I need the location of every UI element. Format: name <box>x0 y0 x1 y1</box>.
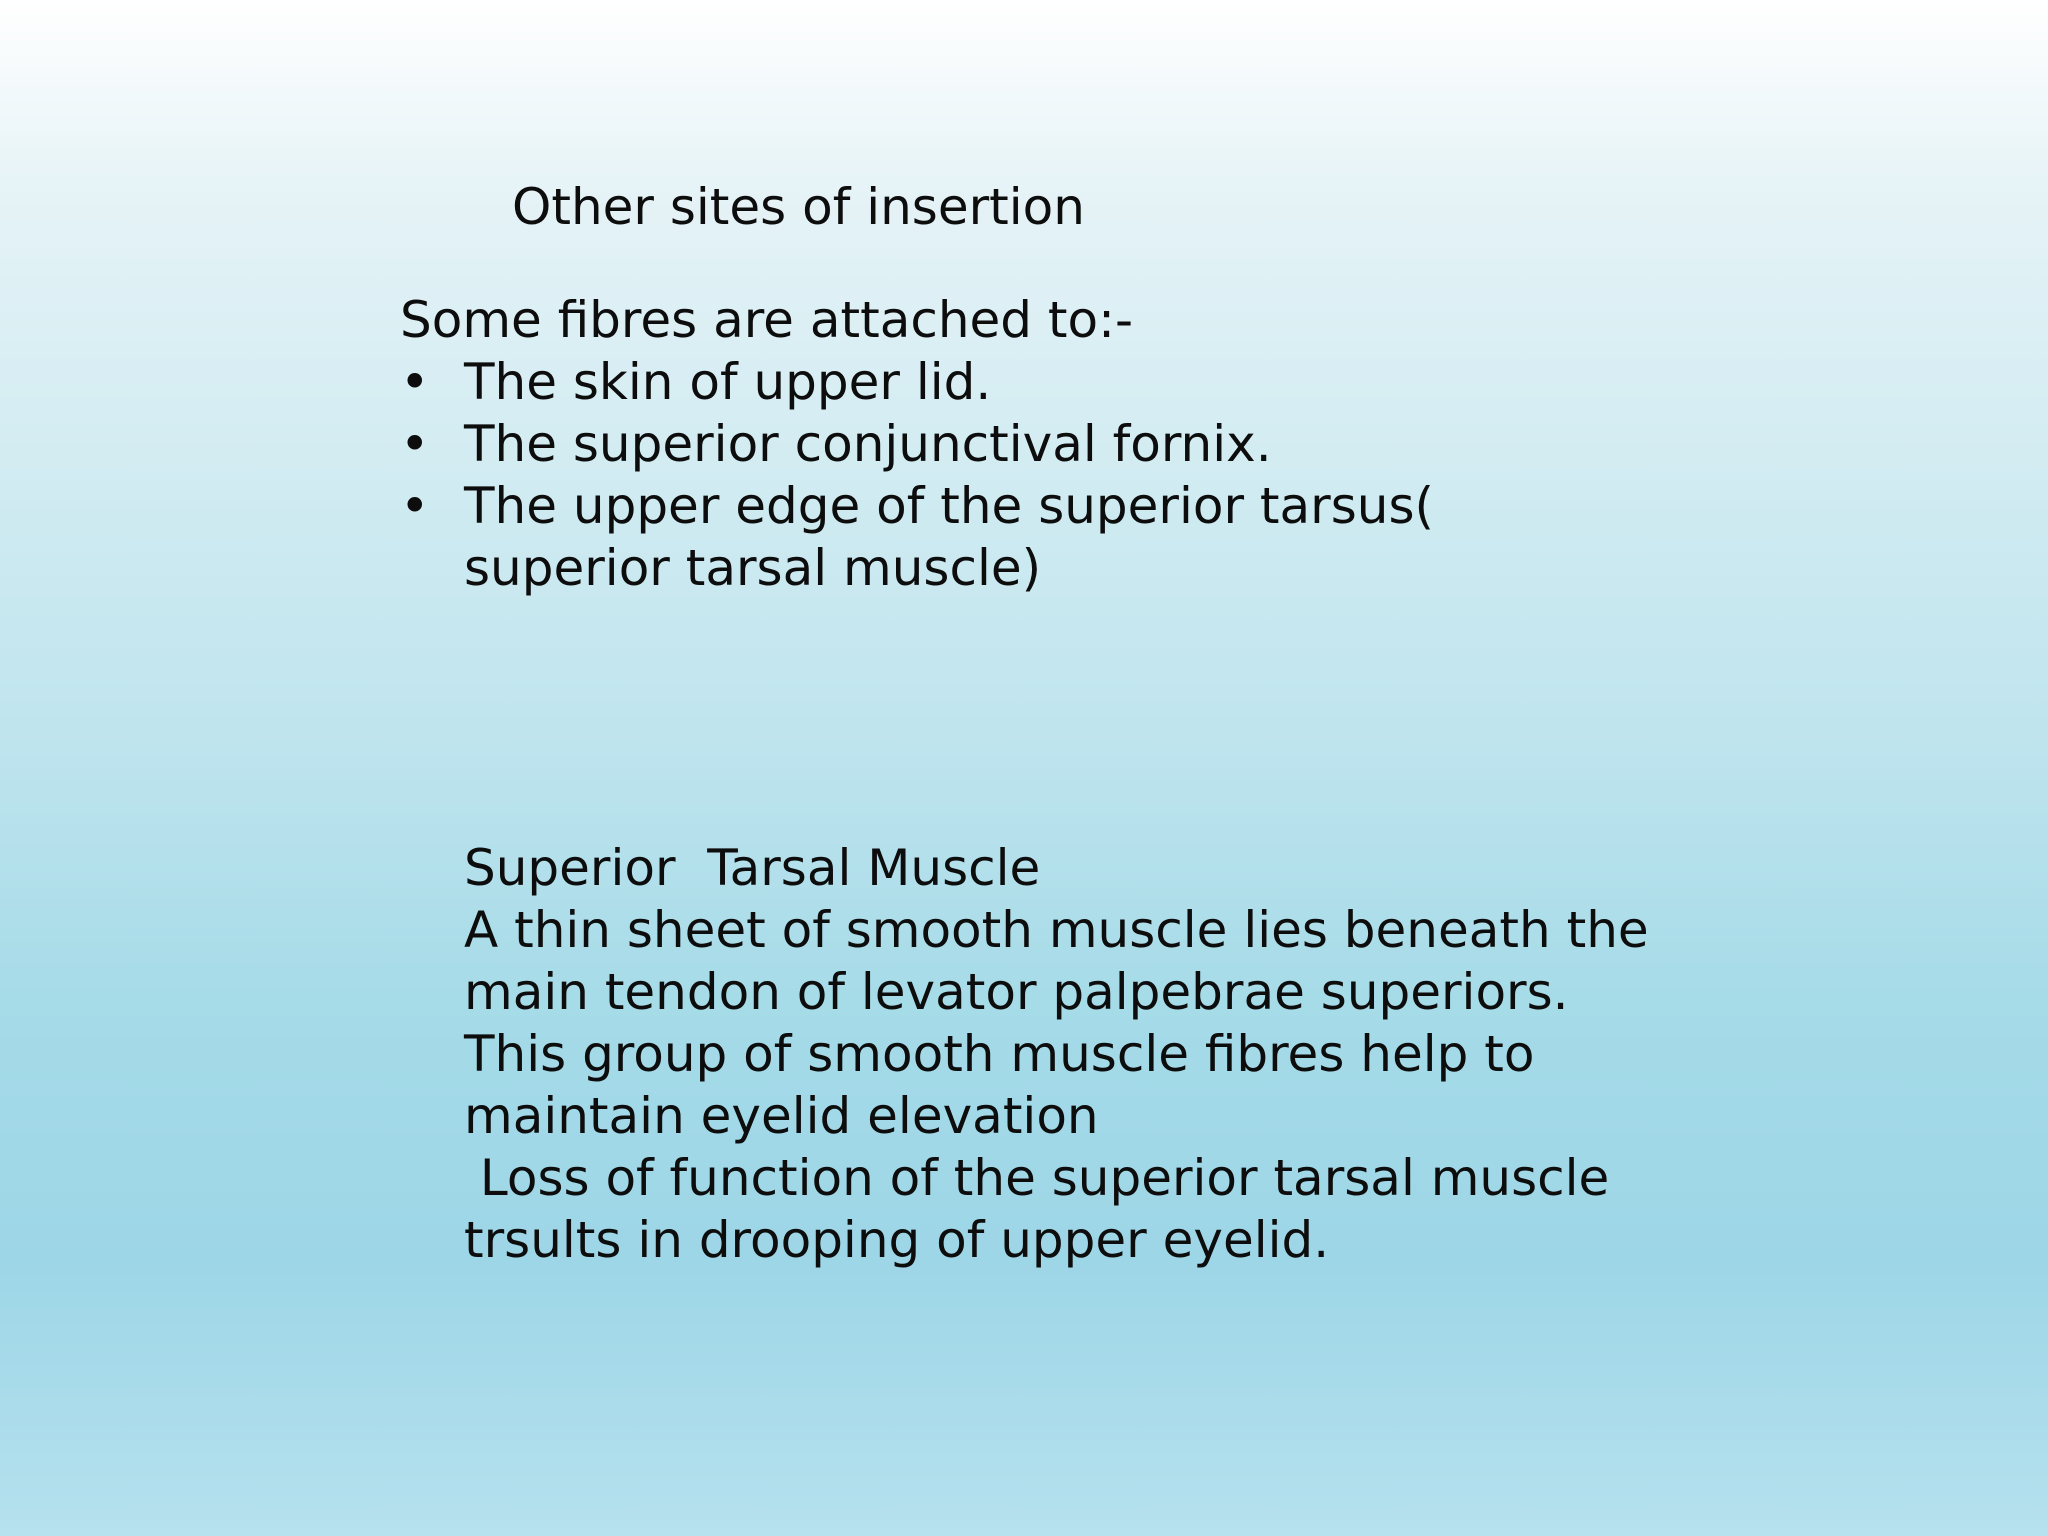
section-line: maintain eyelid elevation <box>464 1087 1099 1145</box>
bullet-text: The superior conjunctival fornix. <box>464 415 1272 473</box>
bullet-icon: • <box>400 353 430 411</box>
bullet-text: The upper edge of the superior tarsus( <box>464 477 1435 535</box>
section-line: A thin sheet of smooth muscle lies beneath the <box>464 901 1649 959</box>
section-line: trsults in drooping of upper eyelid. <box>464 1211 1330 1269</box>
tarsal-muscle-section <box>464 837 1764 1271</box>
bullet-icon: • <box>400 477 430 535</box>
bullet-list <box>400 351 1564 599</box>
section-line: This group of smooth muscle fibres help to <box>464 1025 1535 1083</box>
slide-title: Other sites of insertion <box>512 178 1085 236</box>
section-line: Loss of function of the superior tarsal muscle <box>464 1149 1610 1207</box>
bullet-item <box>400 351 1564 413</box>
bullet-icon: • <box>400 415 430 473</box>
bullet-item <box>400 475 1564 599</box>
bullet-text: The skin of upper lid. <box>464 353 992 411</box>
bullet-text-continuation: superior tarsal muscle) <box>464 539 1042 597</box>
intro-text: Some fibres are attached to:- <box>400 291 1133 349</box>
section-heading: Superior Tarsal Muscle <box>464 839 1041 897</box>
bullet-item <box>400 413 1564 475</box>
section-line: main tendon of levator palpebrae superiors. <box>464 963 1569 1021</box>
